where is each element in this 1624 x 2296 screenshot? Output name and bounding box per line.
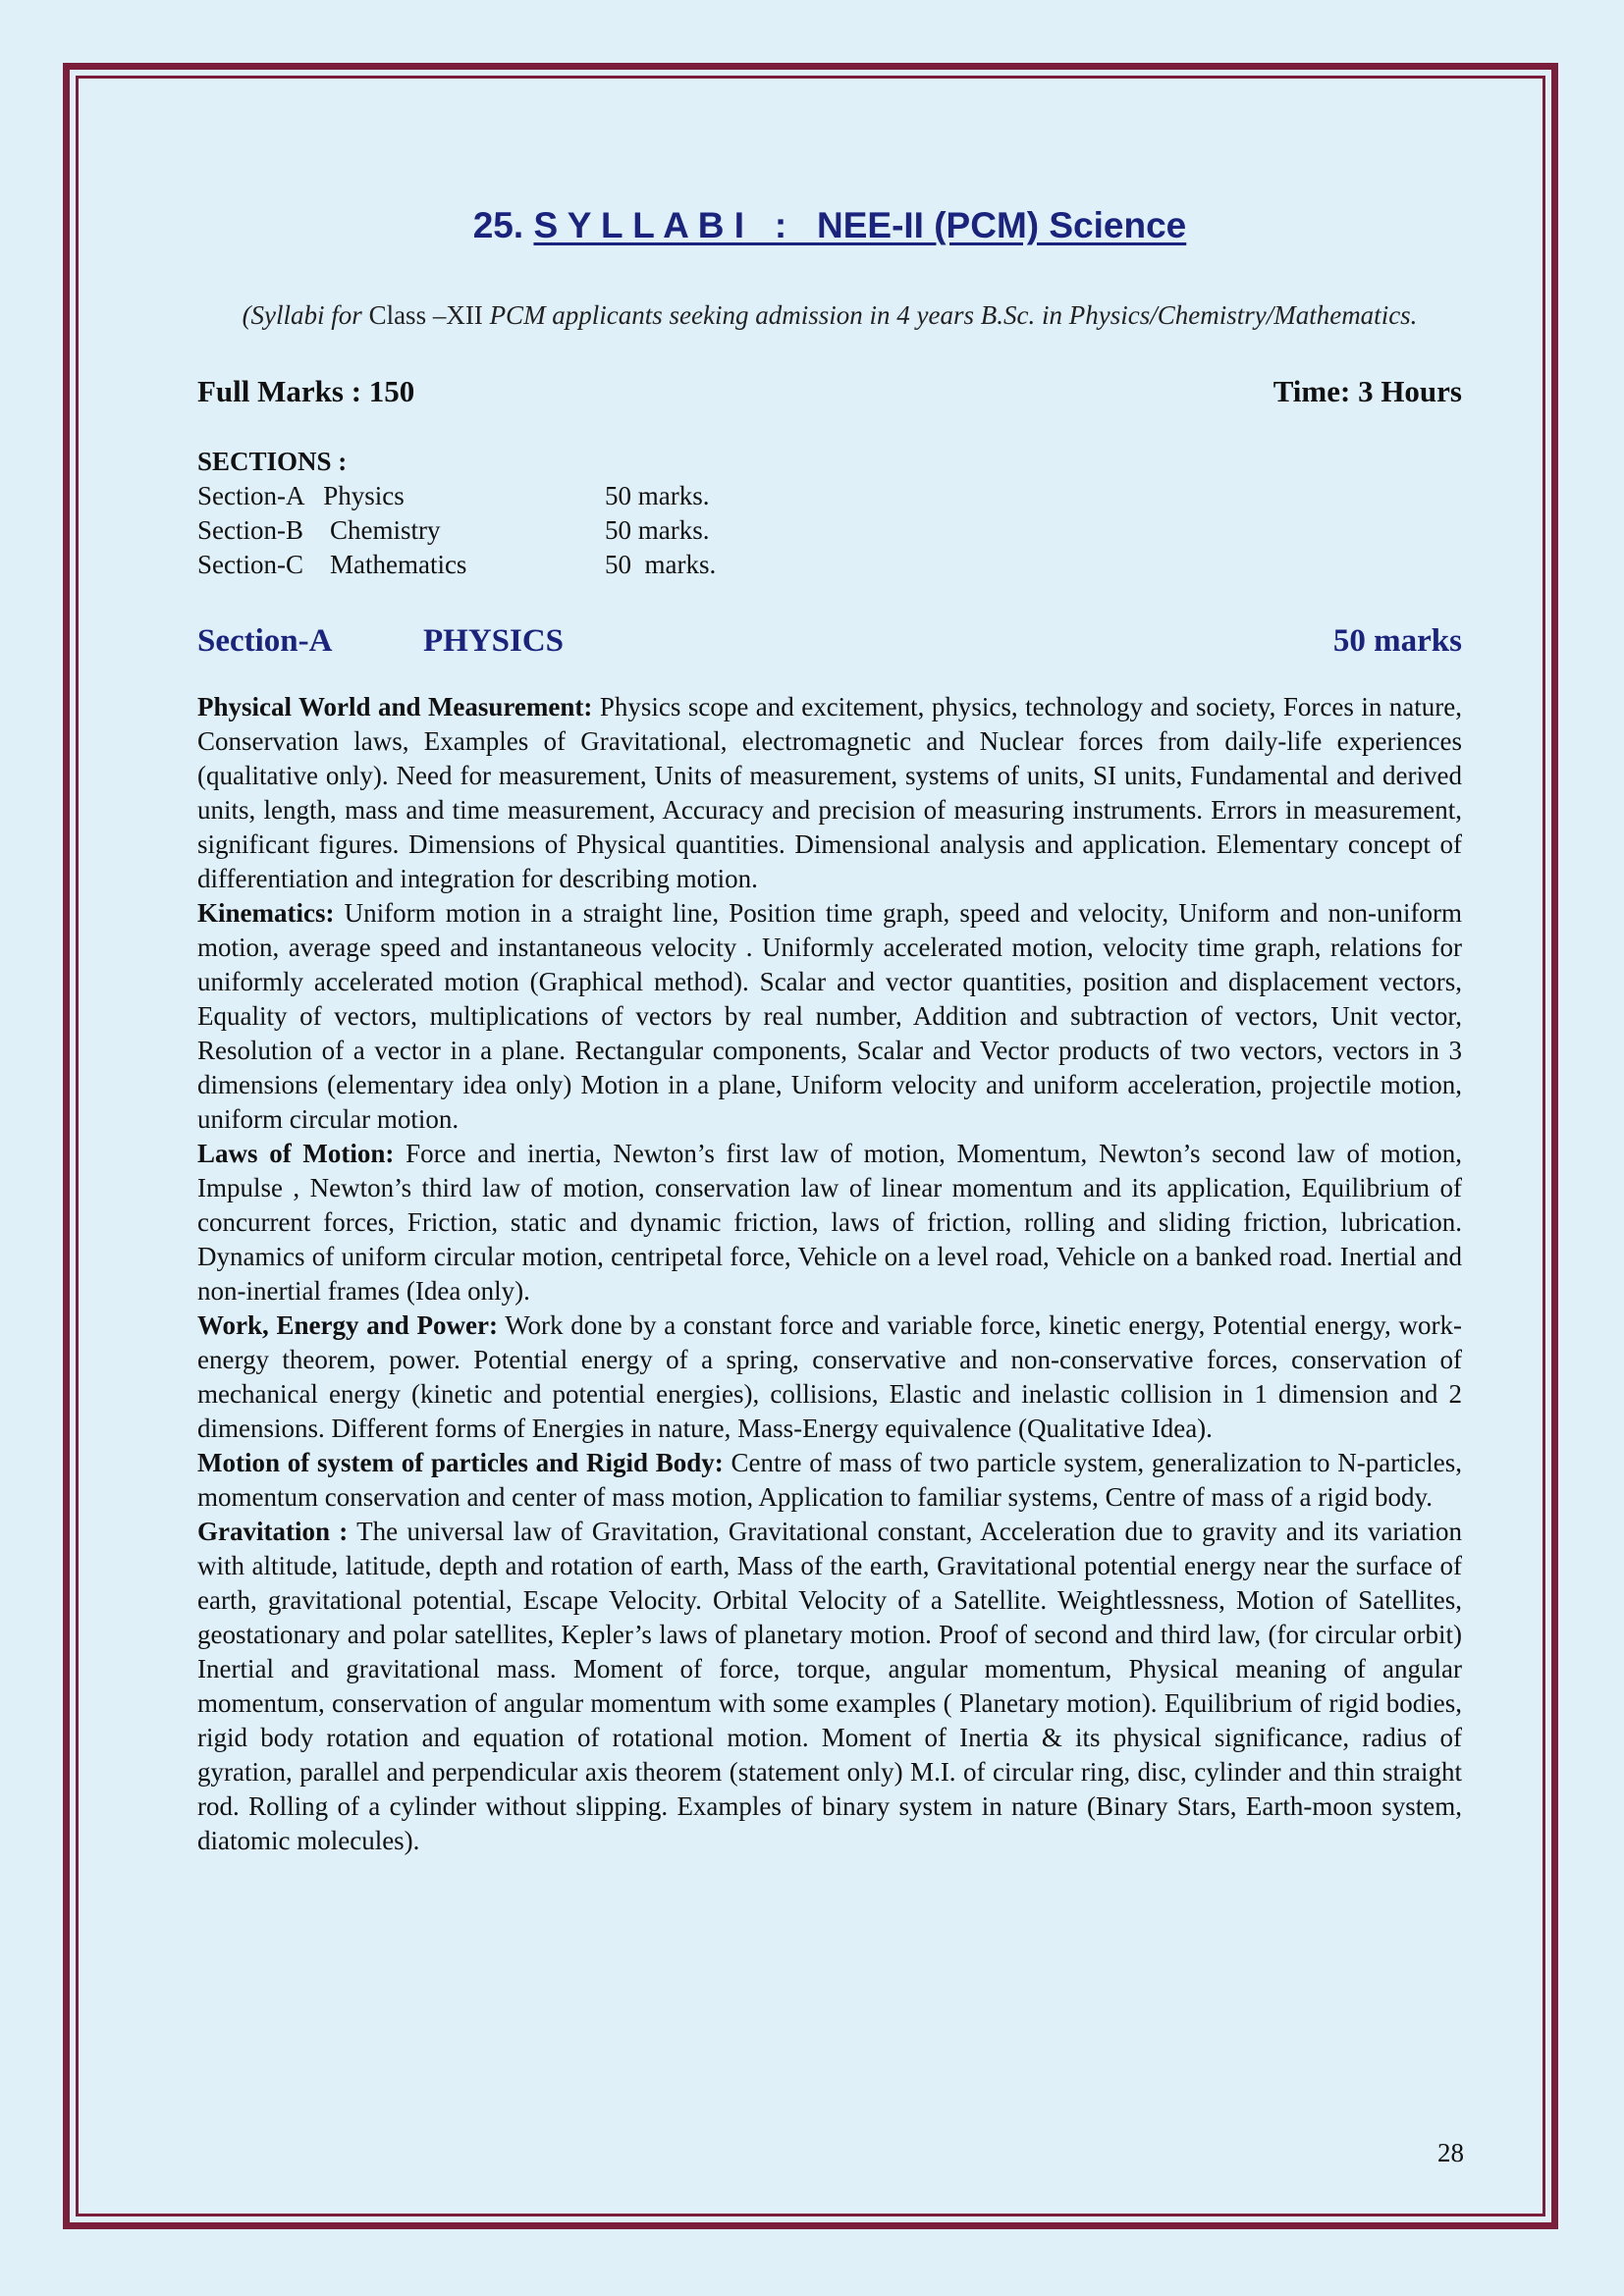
- title-number: 25.: [472, 205, 524, 245]
- section-a-heading: [197, 621, 1462, 661]
- section-name: Section-A Physics: [197, 481, 405, 510]
- full-marks: Full Marks : 150: [197, 374, 415, 408]
- title-text: S Y L L A B I : NEE-II (PCM) Science: [533, 205, 1187, 245]
- section-row: [197, 479, 1462, 513]
- section-marks: 50 marks.: [605, 515, 710, 545]
- section-marks: 50 marks.: [605, 550, 717, 579]
- topic-paragraph: [197, 896, 1462, 1137]
- subtitle-part1: (Syllabi for: [242, 300, 362, 330]
- page-title: [197, 196, 1462, 255]
- topic-heading: Motion of system of particles and Rigid Body:: [197, 1448, 724, 1477]
- section-row: [197, 513, 1462, 548]
- section-row: [197, 548, 1462, 582]
- physics-syllabus: [197, 690, 1462, 1858]
- topic-paragraph: [197, 1137, 1462, 1308]
- exam-time: Time: 3 Hours: [1272, 374, 1462, 408]
- section-a-subject: PHYSICS: [423, 623, 565, 659]
- topic-heading: Gravitation :: [197, 1517, 349, 1546]
- topic-paragraph: [197, 1308, 1462, 1446]
- subtitle: [197, 298, 1462, 333]
- topic-text: Work done by a constant force and variable force, kinetic energy, Potential energy, work-energy theorem, power. Potential energy of a spring, conservative and non-conservative forces, conservation of mechanical energy (kinetic and potential energies), collisions, Elastic and inelastic collision in 1 dimension and 2 dimensions. Different forms of Energies in nature, Mass-Energy equivalence (Qualitative Idea).: [197, 1310, 1462, 1443]
- topic-heading: Physical World and Measurement:: [197, 692, 593, 721]
- section-name: Section-C Mathematics: [197, 550, 467, 579]
- topic-heading: Work, Energy and Power:: [197, 1310, 498, 1340]
- section-a-marks: 50 marks: [1332, 623, 1462, 659]
- topic-paragraph: [197, 1446, 1462, 1515]
- subtitle-part2: Class –XII: [368, 300, 483, 330]
- topic-heading: Laws of Motion:: [197, 1139, 395, 1168]
- document-content: [197, 196, 1462, 1858]
- subtitle-part3: PCM applicants seeking admission in 4 years B.Sc. in Physics/Chemistry/Mathematics.: [489, 300, 1418, 330]
- topic-heading: Kinematics:: [197, 898, 335, 928]
- sections-list: [197, 445, 1462, 582]
- topic-text: Physics scope and excitement, physics, technology and society, Forces in nature, Conservation laws, Examples of Gravitational, electromagnetic and Nuclear forces from daily-life experiences (qualitative only). Need for measurement, Units of measurement, systems of units, SI units, Fundamental and derived units, length, mass and time measurement, Accuracy and precision of measuring instruments. Errors in measurement, significant figures. Dimensions of Physical quantities. Dimensional analysis and application. Elementary concept of differentiation and integration for describing motion.: [197, 692, 1462, 893]
- section-name: Section-B Chemistry: [197, 515, 441, 545]
- topic-paragraph: [197, 690, 1462, 896]
- section-a-label: Section-A: [197, 623, 333, 659]
- topic-text: Uniform motion in a straight line, Position time graph, speed and velocity, Uniform and non-uniform motion, average speed and instantaneous velocity . Uniformly accelerated motion, velocity time graph, relations for uniformly accelerated motion (Graphical method). Scalar and vector quantities, position and displacement vectors, Equality of vectors, multiplications of vectors by real number, Addition and subtraction of vectors, Unit vector, Resolution of a vector in a plane. Rectangular components, Scalar and Vector products of two vectors, vectors in 3 dimensions (elementary idea only) Motion in a plane, Uniform velocity and uniform acceleration, projectile motion, uniform circular motion.: [197, 898, 1462, 1134]
- topic-text: Force and inertia, Newton’s first law of motion, Momentum, Newton’s second law of motion, Impulse , Newton’s third law of motion, conservation law of linear momentum and its application, Equilibrium of concurrent forces, Friction, static and dynamic friction, laws of friction, rolling and sliding friction, lubrication. Dynamics of uniform circular motion, centripetal force, Vehicle on a level road, Vehicle on a banked road. Inertial and non-inertial frames (Idea only).: [197, 1139, 1462, 1306]
- topic-text: The universal law of Gravitation, Gravitational constant, Acceleration due to gravity and its variation with altitude, latitude, depth and rotation of earth, Mass of the earth, Gravitational potential energy near the surface of earth, gravitational potential, Escape Velocity. Orbital Velocity of a Satellite. Weightlessness, Motion of Satellites, geostationary and polar satellites, Kepler’s laws of planetary motion. Proof of second and third law, (for circular orbit) Inertial and gravitational mass. Moment of force, torque, angular momentum, Physical meaning of angular momentum, conservation of angular momentum with some examples ( Planetary motion). Equilibrium of rigid bodies, rigid body rotation and equation of rotational motion. Moment of Inertia & its physical significance, radius of gyration, parallel and perpendicular axis theorem (statement only) M.I. of circular ring, disc, cylinder and thin straight rod. Rolling of a cylinder without slipping. Examples of binary system in nature (Binary Stars, Earth-moon system, diatomic molecules).: [197, 1517, 1463, 1855]
- section-marks: 50 marks.: [605, 481, 710, 510]
- topic-paragraph: [197, 1515, 1462, 1858]
- page-number: 28: [1437, 2138, 1464, 2167]
- topic-text: Centre of mass of two particle system, generalization to N-particles, momentum conservation and center of mass motion, Application to familiar systems, Centre of mass of a rigid body.: [197, 1448, 1463, 1512]
- exam-info-row: [197, 372, 1462, 411]
- sections-heading: SECTIONS :: [197, 447, 348, 476]
